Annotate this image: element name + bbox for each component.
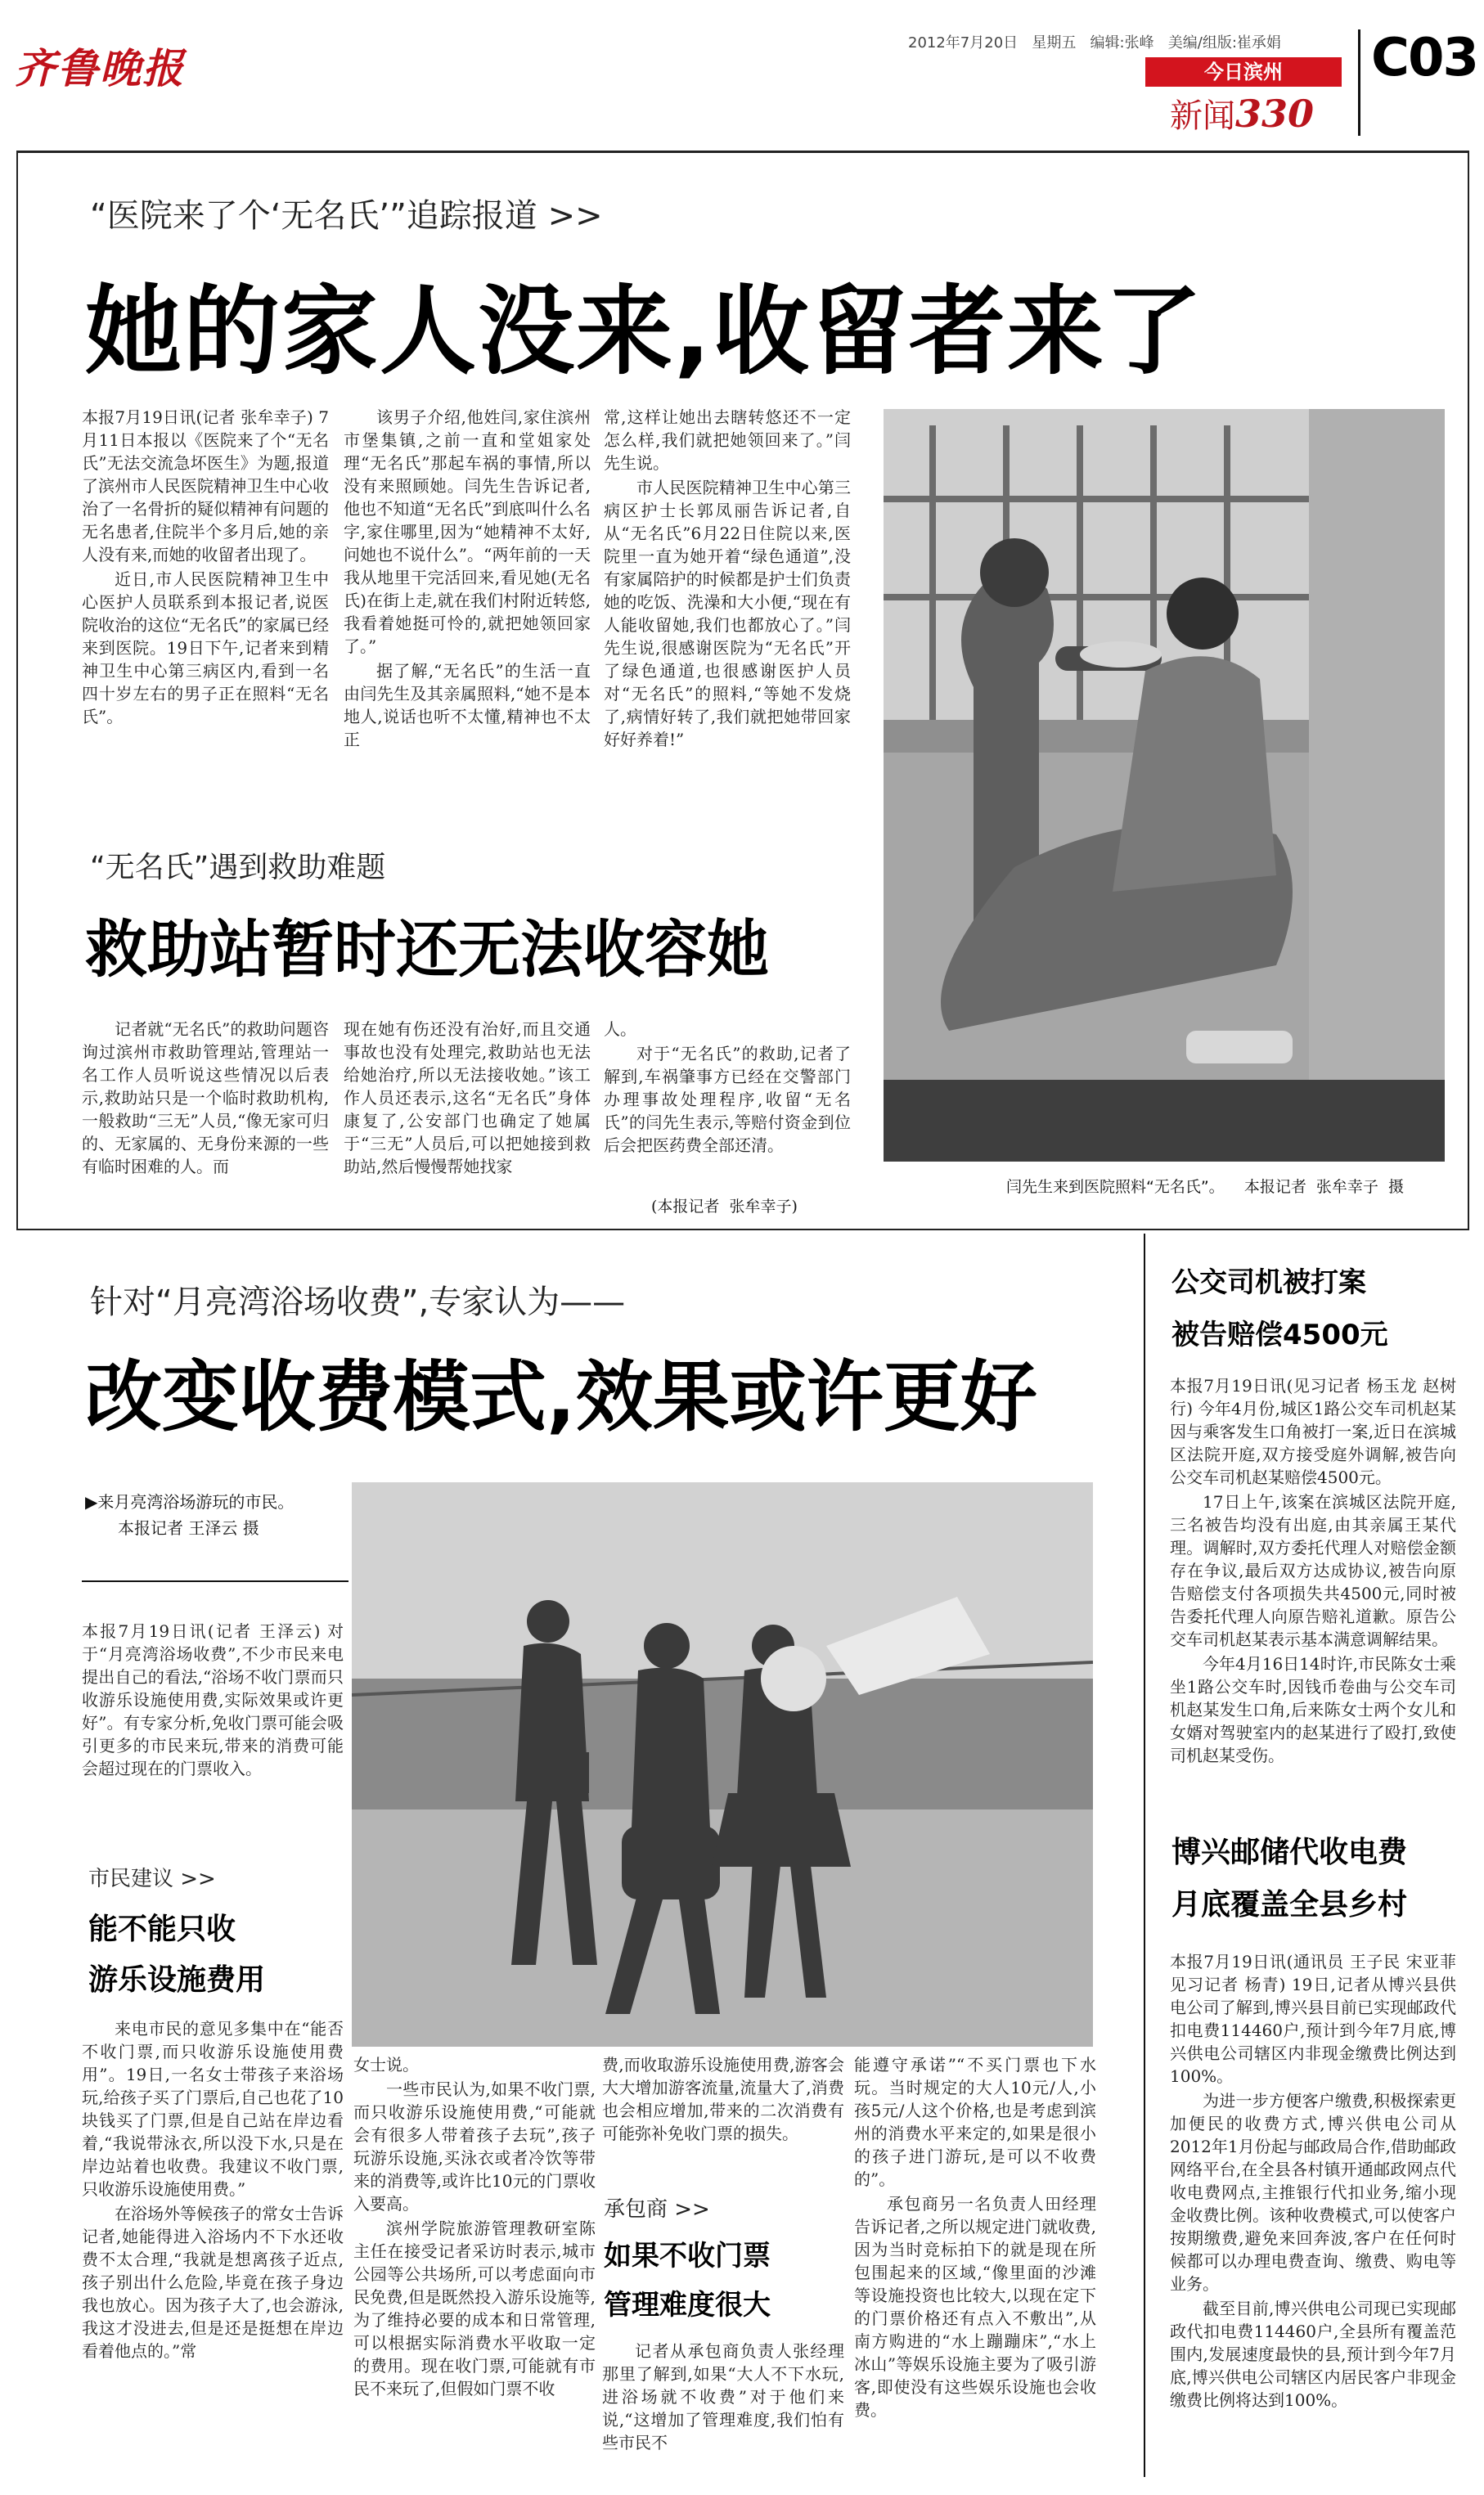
newspaper-logo: 齐鲁晚报 [15,44,185,92]
story5-p2: 为进一步方便客户缴费,积极探索更加便民的收费方式,博兴供电公司从2012年1月份起与邮政局合作,借助邮政网络平台,在全县各村镇开通邮政网点代收电费网点,主推银行代扣业务,缩小现金收费比例。该种收费模式,可以使客户按期缴费,避免来回奔波,客户在任何时候都可以办理电费查询、缴费、购电等业务。 [1170,2091,1456,2294]
story3-photo-caption [85,1489,339,1541]
story1-c3-p2: 市人民医院精神卫生中心第三病区护士长郭凤丽告诉记者,自从“无名氏”6月22日住院以来,医院里一直为她开着“绿色通道”,没有家属陪护的时候都是护士们负责她的吃饭、洗澡和大小便,“现在有人能收留她,我们也都放心了。”闫先生说,很感谢医院为“无名氏”开了绿色通道,也很感谢医护人员对“无名氏”的照料,“等她不发烧了,病情好转了,我们就把她带回家好好养着!” [604,478,851,749]
story2-kicker: “无名氏”遇到救助难题 [90,851,386,884]
story4-p1: 本报7月19日讯(见习记者 杨玉龙 赵树行) 今年4月份,城区1路公交车司机赵某因与乘客发生口角被打一案,近日在滨城区法院开庭,双方接受庭外调解,被告向公交车司机赵某赔偿4500元。 [1170,1376,1456,1487]
story3-cc2-p1: 记者从承包商负责人张经理那里了解到,如果“大人不下水玩,进浴场就不收费”对于他们来说,“这增加了管理难度,我们怕有些市民不 [602,2341,844,2452]
story3-cb-p3: 滨州学院旅游管理教研室陈主任在接受记者采访时表示,城市公园等公共场所,可以考虑面向市民免费,但是既然投入游乐设施等,为了维持必要的成本和日常管理,可以根据实际消费水平收取一定的费用。现在收门票,可能就有市民不来玩了,但假如门票不收 [353,2219,596,2398]
story1-c2-p2: 据了解,“无名氏”的生活一直由闫先生及其亲属照料,“她不是本地人,说话也听不太懂,精神也不太正 [344,661,591,749]
story2-c3-p2: 对于“无名氏”的救助,记者了解到,车祸肇事方已经在交警部门办理事故处理程序,收留“无名氏”的闫先生表示,等赔付资金到位后会把医药费全部还清。 [604,1044,851,1155]
story3-lead [82,1620,344,1782]
story1-column-3 [604,406,851,753]
story2-c1-p1: 记者就“无名氏”的救助问题咨询过滨州市救助管理站,管理站一名工作人员听说这些情况以后表示,救助站只是一个临时救助机构,一般救助“三无”人员,“像无家可归的、无家属的、无身份来源的一些有临时困难的人。而 [82,1019,329,1176]
story1-c2-p1: 该男子介绍,他姓闫,家住滨州市堡集镇,之前一直和堂姐家处理“无名氏”那起车祸的事情,所以没有来照顾她。闫先生告诉记者,他也不知道“无名氏”到底叫什么名字,家住哪里,因为“她精神不太好,问她也不说什么”。“两年前的一天我从地里干完活回来,看见她(无名氏)在街上走,就在我们村附近转悠,我看着她挺可怜的,就把她领回家了。” [344,407,591,656]
issue-designer: 美编/组版:崔承娟 [1167,34,1281,52]
section-name: 新闻 [1170,97,1235,135]
issue-date: 2012年7月20日 [908,34,1019,52]
story4-p3: 今年4月16日14时许,市民陈女士乘坐1路公交车时,因钱币卷曲与公交车司机赵某发生口角,后来陈女士两个女儿和女婿对驾驶室内的赵某进行了殴打,致使司机赵某受伤。 [1170,1654,1456,1765]
story3-caption-divider [82,1580,349,1582]
story3-column-d [854,2053,1096,2423]
story2-byline: (本报记者 张牟幸子) [651,1198,798,1216]
story1-c3-p1: 常,这样让她出去瞎转悠还不一定怎么样,我们就把她领回来了。”闫先生说。 [604,407,851,473]
beach-photo-image [352,1482,1093,2047]
story2-c2-p1: 现在她有伤还没有治好,而且交通事故也没有处理完,救助站也无法给她治疗,所以无法接收她。”该工作人员还表示,这名“无名氏”身体康复了,公安部门也确定了她属于“三无”人员后,可以把她接到救助站,然后慢慢帮她找家 [344,1019,591,1176]
story3-sub1-kicker: 市民建议 >> [88,1867,216,1891]
story3-headline: 改变收费模式,效果或许更好 [85,1353,1037,1442]
story4-headline-1: 公交司机被打案 [1171,1266,1366,1299]
story3-lead-p1: 本报7月19日讯(记者 王泽云) 对于“月亮湾浴场收费”,不少市民来电提出自己的看法,“浴场不收门票而只收游乐设施使用费,实际效果或许更好”。有专家分析,免收门票可能会吸引更多的市民来玩,带来的消费可能会超过现在的门票收入。 [82,1621,344,1778]
hospital-photo-image [884,409,1445,1162]
story3-column-c [602,2053,844,2147]
story3-sub2-headline-1: 如果不收门票 [604,2240,771,2272]
section-tag: 今日滨州 [1145,57,1342,87]
story3-cd-p2: 承包商另一名负责人田经理告诉记者,之所以规定进门就收费,因为当时竞标拍下的就是现在所包围起来的区域,“像里面的沙滩等设施投资也比较大,以现在定下的门票价格还有点入不敷出”,从南方购进的“水上蹦蹦床”,“水上冰山”等娱乐设施主要为了吸引游客,即使没有这些娱乐设施也会收费。 [854,2194,1096,2420]
story3-kicker: 针对“月亮湾浴场收费”,专家认为—— [90,1283,626,1321]
story3-cc-p1: 费,而收取游乐设施使用费,游客会大大增加游客流量,流量大了,消费也会相应增加,带来的二次消费有可能弥补免收门票的损失。 [602,2055,844,2143]
masthead [0,0,1484,147]
story1-column-1 [82,406,329,730]
story2-c3-p1: 人。 [604,1019,636,1039]
story1-column-2 [344,406,591,753]
story3-sub1-headline-2: 游乐设施费用 [88,1963,266,1997]
story3-column-a [82,2017,344,2364]
story3-cd-p1: 能遵守承诺”“不买门票也下水玩。当时规定的大人10元/人,小孩5元/人这个价格,也是考虑到滨州的消费水平来定的,如果是很小的孩子进门游玩,是可以不收费的”。 [854,2055,1096,2189]
story3-column-c2 [602,2340,844,2456]
issue-info [908,31,1281,52]
story4-body [1170,1374,1456,1769]
story3-ca-p2: 在浴场外等候孩子的常女士告诉记者,她能得进入浴场内不下水还收费不太合理,“我就是想离孩子近点,孩子别出什么危险,毕竟在孩子身边我也放心。因为孩子大了,也会游泳,我这才没进去,但是还是挺想在岸边看着他点的。”常 [82,2204,344,2361]
story3-cb-p1: 女士说。 [353,2055,419,2075]
issue-weekday: 星期五 [1032,34,1077,52]
hospital-photo-caption: 闫先生来到医院照料“无名氏”。 本报记者 张牟幸子 摄 [1006,1178,1405,1196]
masthead-vertical-divider [1358,29,1360,136]
story5-p1: 本报7月19日讯(通讯员 王子民 宋亚菲 见习记者 杨青) 19日,记者从博兴县供电公司了解到,博兴县目前已实现邮政代扣电费114460户,预计到今年7月底,博兴供电公司辖区内非现金缴费比例达到100%。 [1170,1952,1456,2086]
story4-p2: 17日上午,该案在滨城区法院开庭,三名被告均没有出庭,由其亲属王某代理。调解时,双方委托代理人对赔偿金额存在争议,最后双方达成协议,被告向原告赔偿支付各项损失共4500元,同时被告委托代理人向原告赔礼道歉。原告公交车司机赵某表示基本满意调解结果。 [1170,1492,1456,1649]
story3-caption-line2: 本报记者 王泽云 摄 [118,1518,259,1538]
story3-caption-line1: ▶来月亮湾浴场游玩的市民。 [85,1492,295,1512]
story4-headline-2: 被告赔偿4500元 [1171,1319,1388,1351]
story2-column-2 [344,1018,591,1180]
story3-cb-p2: 一些市民认为,如果不收门票,而只收游乐设施使用费,“可能就会有很多人带着孩子去玩”,孩子玩游乐设施,买泳衣或者冷饮等带来的消费等,或许比10元的门票收入要高。 [353,2079,596,2214]
beach-photo [352,1482,1093,2047]
story5-p3: 截至目前,博兴供电公司现已实现邮政代扣电费114460户,全县所有覆盖范围内,发展速度最快的县,预计到今年7月底,博兴供电公司辖区内居民客户非现金缴费比例将达到100%。 [1170,2299,1456,2410]
page-number: C03 [1371,28,1478,88]
story5-headline-2: 月底覆盖全县乡村 [1171,1888,1408,1922]
story3-ca-p1: 来电市民的意见多集中在“能否不收门票,而只收游乐设施使用费用”。19日,一名女士带孩子来浴场玩,给孩子买了门票后,自己也花了10块钱买了门票,但是自己站在岸边看着,“我说带泳衣,所以没下水,只是在岸边站着也收费。我建议不收门票,只收游乐设施使用费。” [82,2019,344,2199]
story3-sub2-headline-2: 管理难度很大 [604,2289,771,2322]
story2-column-1 [82,1018,329,1180]
story2-column-3 [604,1018,851,1158]
story1-headline: 她的家人没来,收留者来了 [85,275,1203,388]
story5-headline-1: 博兴邮储代收电费 [1171,1836,1408,1869]
story5-body [1170,1950,1456,2413]
story1-kicker: “医院来了个‘无名氏’”追踪报道 >> [90,197,603,235]
story3-sub1-headline-1: 能不能只收 [88,1913,236,1946]
issue-editor: 编辑:张峰 [1090,34,1154,52]
story2-headline: 救助站暂时还无法收容她 [85,913,769,986]
story1-c1-p2: 近日,市人民医院精神卫生中心医护人员联系到本报记者,说医院收治的这位“无名氏”的家属已经来到医院。19日下午,记者来到精神卫生中心第三病区内,看到一名四十岁左右的男子正在照料“无名氏”。 [82,569,329,726]
story3-sub2-kicker: 承包商 >> [604,2197,710,2222]
section-number: 330 [1235,92,1315,136]
right-column-divider [1144,1234,1145,2477]
story3-column-b [353,2053,596,2402]
hospital-photo [884,409,1445,1162]
section-logo [1170,90,1314,137]
story1-c1-p1: 本报7月19日讯(记者 张牟幸子) 7月11日本报以《医院来了个“无名氏”无法交流急坏医生》为题,报道了滨州市人民医院精神卫生中心收治了一名骨折的疑似精神有问题的无名患者,住院半个多月后,她的亲人没有来,而她的收留者出现了。 [82,407,329,564]
